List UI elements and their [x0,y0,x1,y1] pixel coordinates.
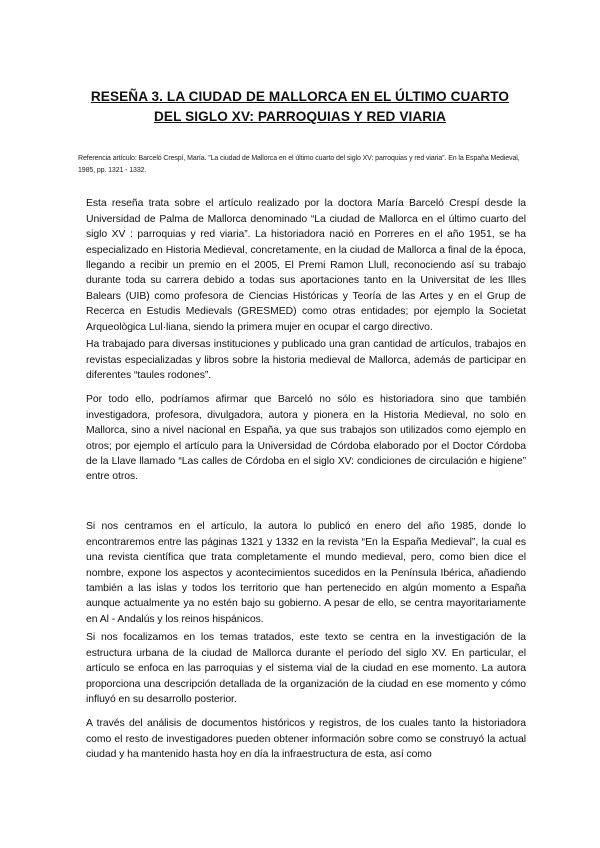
title-line-1: RESEÑA 3. LA CIUDAD DE MALLORCA EN EL ÚLTIMO CUARTO [90,89,510,104]
paragraph-2: Ha trabajado para diversas instituciones y publicado una gran cantidad de artículos, trabajos en revistas especializadas y libros sobre la historia medieval de Mallorca, además de participar en diferentes “taules rodones”. [86,339,526,382]
document-title [60,87,540,127]
paragraph-6: A través del análisis de documentos históricos y registros, de los cuales tanto la historiadora como el resto de investigadores pueden obtener información sobre como se construyó la actual ciudad y ha mantenido hasta hoy en día la infraestructura de esta, así como [86,718,526,761]
paragraph-1: Esta reseña trata sobre el artículo realizado por la doctora María Barceló Crespí desde la Universidad de Palma de Mallorca denominado “La ciudad de Mallorca en el último cuarto del siglo XV : parroquias y red viaria”. La historiadora nació en Porreres en el año 1951, se ha especializado en Historia Medieval, concretamente, en la ciudad de Mallorca a final de la época, llegando a recibir un premio en el 2005, El Premi Ramon Llull, reconociendo así su trabajo durante toda su carrera debido a todas sus aportaciones tanto en la Universitat de les Illes Balears (UIB) como profesora de Ciencias Históricas y Teoría de las Artes y en el Grup de Recerca en Estudis Medievals (GRESMED) como otras entidades; por ejemplo la Societat Arqueològica Lul·liana, siendo la primera mujer en ocupar el cargo directivo. [86,198,526,333]
paragraph-4: Si nos centramos en el artículo, la autora lo publicó en enero del año 1985, donde lo encontraremos entre las páginas 1321 y 1332 en la revista “En la España Medieval”, la cual es una revista científica que trata completamente el mundo medieval, pero, como bien dice el nombre, expone los aspectos y acontecimientos sucedidos en la Península Ibérica, añadiendo también a las islas y todos los territorio que han pertenecido en algún momento a España aunque actualmente ya no estén bajo su gobierno. A pesar de ello, se centra mayoritariamente en Al - Andalús y los reinos hispánicos. [86,521,526,625]
paragraph-3: Por todo ello, podríamos afirmar que Barceló no sólo es historiadora sino que también investigadora, profesora, divulgadora, autora y pionera en la Historia Medieval, no solo en Mallorca, sino a nivel nacional en España, ya que sus trabajos son utilizados como ejemplo en otros; por ejemplo el artículo para la Universidad de Córdoba elaborado por el Doctor Córdoba de la Llave llamado “Las calles de Córdoba en el siglo XV: condiciones de circulación e higiene” entre otros. [86,394,526,483]
article-reference: Referencia artículo: Barceló Crespí, María. "La ciudad de Mallorca en el último cuarto del siglo XV: parroquias y red viaria". En la España Medieval, 1985, pp. 1321 - 1332. [78,155,520,174]
paragraph-5: Si nos focalizamos en los temas tratados, este texto se centra en la investigación de la estructura urbana de la ciudad de Mallorca durante el período del siglo XV. En particular, el artículo se enfoca en las parroquias y el sistema vial de la ciudad en ese momento. La autora proporciona una descripción detallada de la organización de la ciudad en ese momento y cómo influyó en su desarrollo posterior. [86,632,526,706]
title-line-2: DEL SIGLO XV: PARROQUIAS Y RED VIARIA [154,109,446,124]
